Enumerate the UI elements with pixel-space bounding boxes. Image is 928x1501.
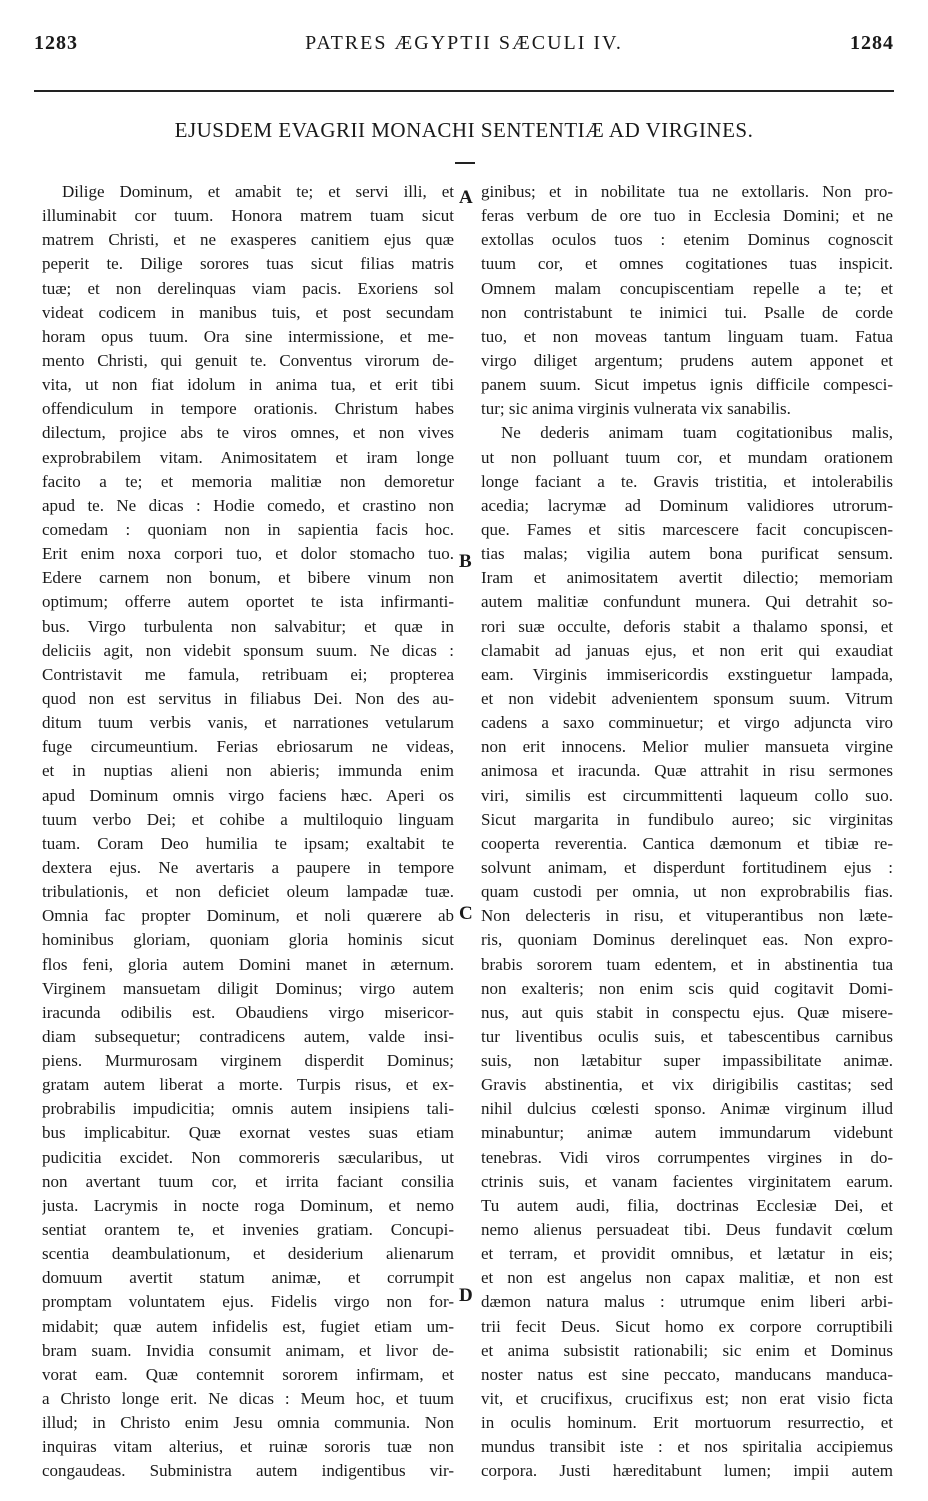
text-line: acedia; lacrymæ ad Dominum validiores utrorum- xyxy=(481,495,893,515)
margin-marker-c: C xyxy=(459,903,473,924)
text-line: autem malitiæ confundunt munera. Qui detrahit so- xyxy=(481,592,893,612)
text-line: nihil dulcius cœlesti sponso. Animæ virginum illud xyxy=(481,1099,893,1119)
text-line: Gravis abstinentia, et vix dirigibilis castitas; sed xyxy=(481,1075,893,1095)
text-line: a Christo longe erit. Ne dicas : Meum hoc, et tuum xyxy=(42,1389,454,1409)
text-line: domuum avertit statum animæ, et corrumpit xyxy=(42,1268,454,1288)
margin-marker-d: D xyxy=(459,1285,473,1306)
text-line: probrabilis impudicitia; omnis autem insipiens tali- xyxy=(42,1099,454,1119)
right-column xyxy=(481,180,893,1484)
text-line: mundus transibit iste : et nos spiritalia accipiemus xyxy=(481,1437,893,1457)
text-line: feras verbum de ore tuo in Ecclesia Domini; et ne xyxy=(481,206,893,226)
text-line: mento Christi, qui genuit te. Conventus virorum de- xyxy=(42,350,454,370)
text-line: diam subsequetur; contradicens autem, valde insi- xyxy=(42,1026,454,1046)
text-line: tur liventibus oculis suis, et tabescentibus carnibus xyxy=(481,1026,893,1046)
text-line: vita, ut non fiat idolum in anima tua, et erit tibi xyxy=(42,375,454,395)
text-line: bus. Virgo turbulenta non salvabitur; et quæ in xyxy=(42,616,454,636)
text-line: brabis sororem tuam edentem, et in abstinentia tua xyxy=(481,954,893,974)
text-line: comedam : quoniam non in sapientia facis hoc. xyxy=(42,519,454,539)
text-line: Sicut margarita in fundibulo aureo; sic virginitas xyxy=(481,809,893,829)
text-line: cooperta reverentia. Cantica dæmonum et tibiæ re- xyxy=(481,833,893,853)
text-line: tuum verbo Dei; et cohibe a multiloquio linguam xyxy=(42,809,454,829)
text-line: Dilige Dominum, et amabit te; et servi illi, et xyxy=(62,182,454,201)
text-line: Erit enim noxa corpori tuo, et dolor stomacho tuo. xyxy=(42,544,454,564)
text-line: non exalteris; non enim scis quid cogitavit Domi- xyxy=(481,978,893,998)
text-line: peperit te. Dilige sorores tuas sicut filias matris xyxy=(42,254,454,274)
text-line: Omnem malam concupiscentiam repelle a te; et xyxy=(481,278,893,298)
text-line: hominibus gloriam, quoniam gloria hominis sicut xyxy=(42,930,454,950)
text-line: illuminabit cor tuum. Honora matrem tuam sicut xyxy=(42,206,454,226)
text-line: clamabit ad januas ejus, et non erit qui exaudiat xyxy=(481,640,893,660)
text-line: scentia deambulationum, et desiderium alienarum xyxy=(42,1244,454,1264)
text-line: piens. Murmurosam virginem disperdit Dominus; xyxy=(42,1051,454,1071)
text-line: non contristabunt te inimici tui. Psalle de corde xyxy=(481,302,893,322)
section-title: EJUSDEM EVAGRII MONACHI SENTENTIÆ AD VIRGINES. xyxy=(174,118,754,142)
text-line: solvunt animam, et disperdunt fortitudinem ejus : xyxy=(481,857,893,877)
text-line: promptam voluntatem ejus. Fidelis virgo non for- xyxy=(42,1292,454,1312)
text-line: noster natus est sine peccato, manducans manduca- xyxy=(481,1364,893,1384)
page-number-right: 1284 xyxy=(850,32,894,54)
text-line: panem suum. Sicut impetus ignis difficile compesci- xyxy=(481,375,893,395)
text-line: justa. Lacrymis in nocte roga Dominum, et nemo xyxy=(42,1195,454,1215)
text-line: horam opus tuum. Ora sine intermissione, et me- xyxy=(42,326,454,346)
text-line: cadens a saxo comminuetur; et virgo adjuncta viro xyxy=(481,713,893,733)
text-line: videat codicem in manibus tuis, et post secundam xyxy=(42,302,454,322)
text-line: nemo alienus persuadeat tibi. Deus fundavit cœlum xyxy=(481,1220,893,1240)
text-line: exprobrabilem vitam. Animositatem et iram longe xyxy=(42,447,454,467)
page-number-left: 1283 xyxy=(34,32,78,54)
text-line: vit, et crucifixus, crucifixus est; non erat visio ficta xyxy=(481,1389,893,1409)
text-line: congaudeas. Subministra autem indigentibus vir- xyxy=(42,1461,454,1481)
text-line: extollas oculos tuos : etenim Dominus cognoscit xyxy=(481,230,893,250)
text-line: tur; sic anima virginis vulnerata vix sanabilis. xyxy=(481,399,791,419)
text-line: tenebras. Vidi viros corrumpentes virgines in do- xyxy=(481,1147,893,1167)
text-line: ditum tuum verbis vanis, et narrationes vetularum xyxy=(42,713,454,733)
margin-marker-b: B xyxy=(459,551,472,572)
text-line: eam. Virginis immisericordis exstinguetur lampada, xyxy=(481,664,893,684)
text-line: matrem Christi, et ne exasperes canitiem ejus quæ xyxy=(42,230,454,250)
text-line: apud te. Ne dicas : Hodie comedo, et crastino non xyxy=(42,495,454,515)
text-line: midabit; quæ autem infidelis est, fugiet etiam um- xyxy=(42,1316,454,1336)
text-line: Omnia fac propter Dominum, et noli quærere ab xyxy=(42,906,454,926)
text-line: apud Dominum omnis virgo faciens hæc. Aperi os xyxy=(42,785,454,805)
margin-marker-a: A xyxy=(459,187,473,208)
text-line: ut non polluant tuum cor, et mundam orationem xyxy=(481,447,893,467)
text-line: illud; in Christo enim Jesu omnia communia. Non xyxy=(42,1413,454,1433)
text-line: ris, quoniam Dominus derelinquet eas. Non expro- xyxy=(481,930,893,950)
running-header xyxy=(34,32,894,58)
text-line: dæmon natura malus : utrumque enim liberi arbi- xyxy=(481,1292,893,1312)
header-rule xyxy=(34,90,894,92)
text-line: pudicitia excidet. Non commoreris sæcularibus, ut xyxy=(42,1147,454,1167)
text-line: tuum cor, et omnes cogitationes tuas inspicit. xyxy=(481,254,893,274)
text-line: bram suam. Invidia consumit animam, et livor de- xyxy=(42,1340,454,1360)
text-line: corpora. Justi hæreditabunt lumen; impii autem xyxy=(481,1461,893,1481)
text-line: Iram et animositatem avertit dilectio; memoriam xyxy=(481,568,893,588)
running-title: PATRES ÆGYPTII SÆCULI IV. xyxy=(305,32,623,54)
text-line: et non videbit advenientem sponsum suum. Vitrum xyxy=(481,688,893,708)
text-line: rori suæ occulte, deforis stabit a thalamo sponsi, et xyxy=(481,616,893,636)
text-line: iracunda odibilis est. Obaudiens virgo misericor- xyxy=(42,1002,454,1022)
text-line: dilectum, projice abs te viros omnes, et non vives xyxy=(42,423,454,443)
text-line: et non est angelus non capax malitiæ, et non est xyxy=(481,1268,893,1288)
text-line: nus, aut quis stabit in conspectu ejus. Quæ misere- xyxy=(481,1002,893,1022)
text-line: offendiculum in tempore orationis. Christum habes xyxy=(42,399,454,419)
text-line: tuæ; et non derelinquas viam pacis. Exoriens sol xyxy=(42,278,454,298)
text-line: Edere carnem non bonum, et bibere vinum non xyxy=(42,568,454,588)
text-line: et anima subsistit rationabili; sic enim et Dominus xyxy=(481,1340,893,1360)
text-line: suis, non lætabitur super impassibilitate animæ. xyxy=(481,1051,893,1071)
text-line: ginibus; et in nobilitate tua ne extollaris. Non pro- xyxy=(481,182,893,201)
text-line: et in nuptias alieni non abieris; immunda enim xyxy=(42,761,454,781)
text-line: tuam. Coram Deo humilia te ipsam; exaltabit te xyxy=(42,833,454,853)
text-line: quod non est servitus in filiabus Dei. Non des au- xyxy=(42,688,454,708)
text-line: bus implicabitur. Quæ exornat vestes suas etiam xyxy=(42,1123,454,1143)
text-line: minabuntur; animæ autem immundarum videbunt xyxy=(481,1123,893,1143)
text-line: non erit innocens. Melior mulier mansueta virgine xyxy=(481,737,893,757)
text-line: dextera ejus. Ne avertaris a paupere in tempore xyxy=(42,857,454,877)
text-line: inquiras vitam alterius, et ruinæ sororis tuæ non xyxy=(42,1437,454,1457)
text-line: gratam autem liberat a morte. Turpis risus, et ex- xyxy=(42,1075,454,1095)
text-line: longe faciant a te. Gravis tristitia, et intolerabilis xyxy=(481,471,893,491)
text-line: Non delecteris in risu, et vituperantibus non læte- xyxy=(481,906,893,926)
text-line: Virginem mansuetam diligit Dominus; virgo autem xyxy=(42,978,454,998)
text-line: viri, similis est circummittenti laqueum collo suo. xyxy=(481,785,893,805)
text-line: Tu autem audi, filia, doctrinas Ecclesiæ Dei, et xyxy=(481,1195,893,1215)
text-line: deliciis agit, non videbit sponsum suum. Ne dicas : xyxy=(42,640,454,660)
text-line: quam custodi per omnia, ut non exprobrabilis fias. xyxy=(481,882,893,902)
text-line: in oculis hominum. Erit mortuorum resurrectio, et xyxy=(481,1413,893,1433)
text-line: facito a te; et memoria malitiæ non demoretur xyxy=(42,471,454,491)
text-line: trii fecit Deus. Sicut homo ex corpore corruptibili xyxy=(481,1316,893,1336)
text-line: sentiat orantem te, et invenies gratiam. Concupi- xyxy=(42,1220,454,1240)
text-line: et terram, et providit omnibus, et lætatur in eis; xyxy=(481,1244,893,1264)
text-line: tribulationis, et non deficiet oleum lampadæ tuæ. xyxy=(42,882,454,902)
text-line: non avertant tuum cor, et irrita faciant consilia xyxy=(42,1171,454,1191)
text-line: Ne dederis animam tuam cogitationibus malis, xyxy=(501,423,893,443)
text-line: flos feni, gloria autem Domini manet in æternum. xyxy=(42,954,454,974)
title-dash xyxy=(455,162,475,164)
text-line: fuge circumeuntium. Ferias ebriosarum ne videas, xyxy=(42,737,454,757)
text-line: ctrinis suis, et vanam facientes virginitatem earum. xyxy=(481,1171,893,1191)
text-line: tias malas; vigilia autem bona purificat sensum. xyxy=(481,544,893,564)
text-line: virgo diliget argentum; prudens autem apponet et xyxy=(481,350,893,370)
text-line: Contristavit me famula, retribuam ei; propterea xyxy=(42,664,454,684)
text-line: tuo, et non moveas tantum linguam tuam. Fatua xyxy=(481,326,893,346)
text-line: que. Fames et sitis marcescere facit concupiscen- xyxy=(481,519,893,539)
text-line: vorat eam. Quæ contemnit sororem infirmam, et xyxy=(42,1364,454,1384)
left-column xyxy=(42,180,454,1484)
text-line: animosa et iracunda. Quæ attrahit in risu sermones xyxy=(481,761,893,781)
text-line: optimum; offerre autem oportet te ista infirmanti- xyxy=(42,592,454,612)
